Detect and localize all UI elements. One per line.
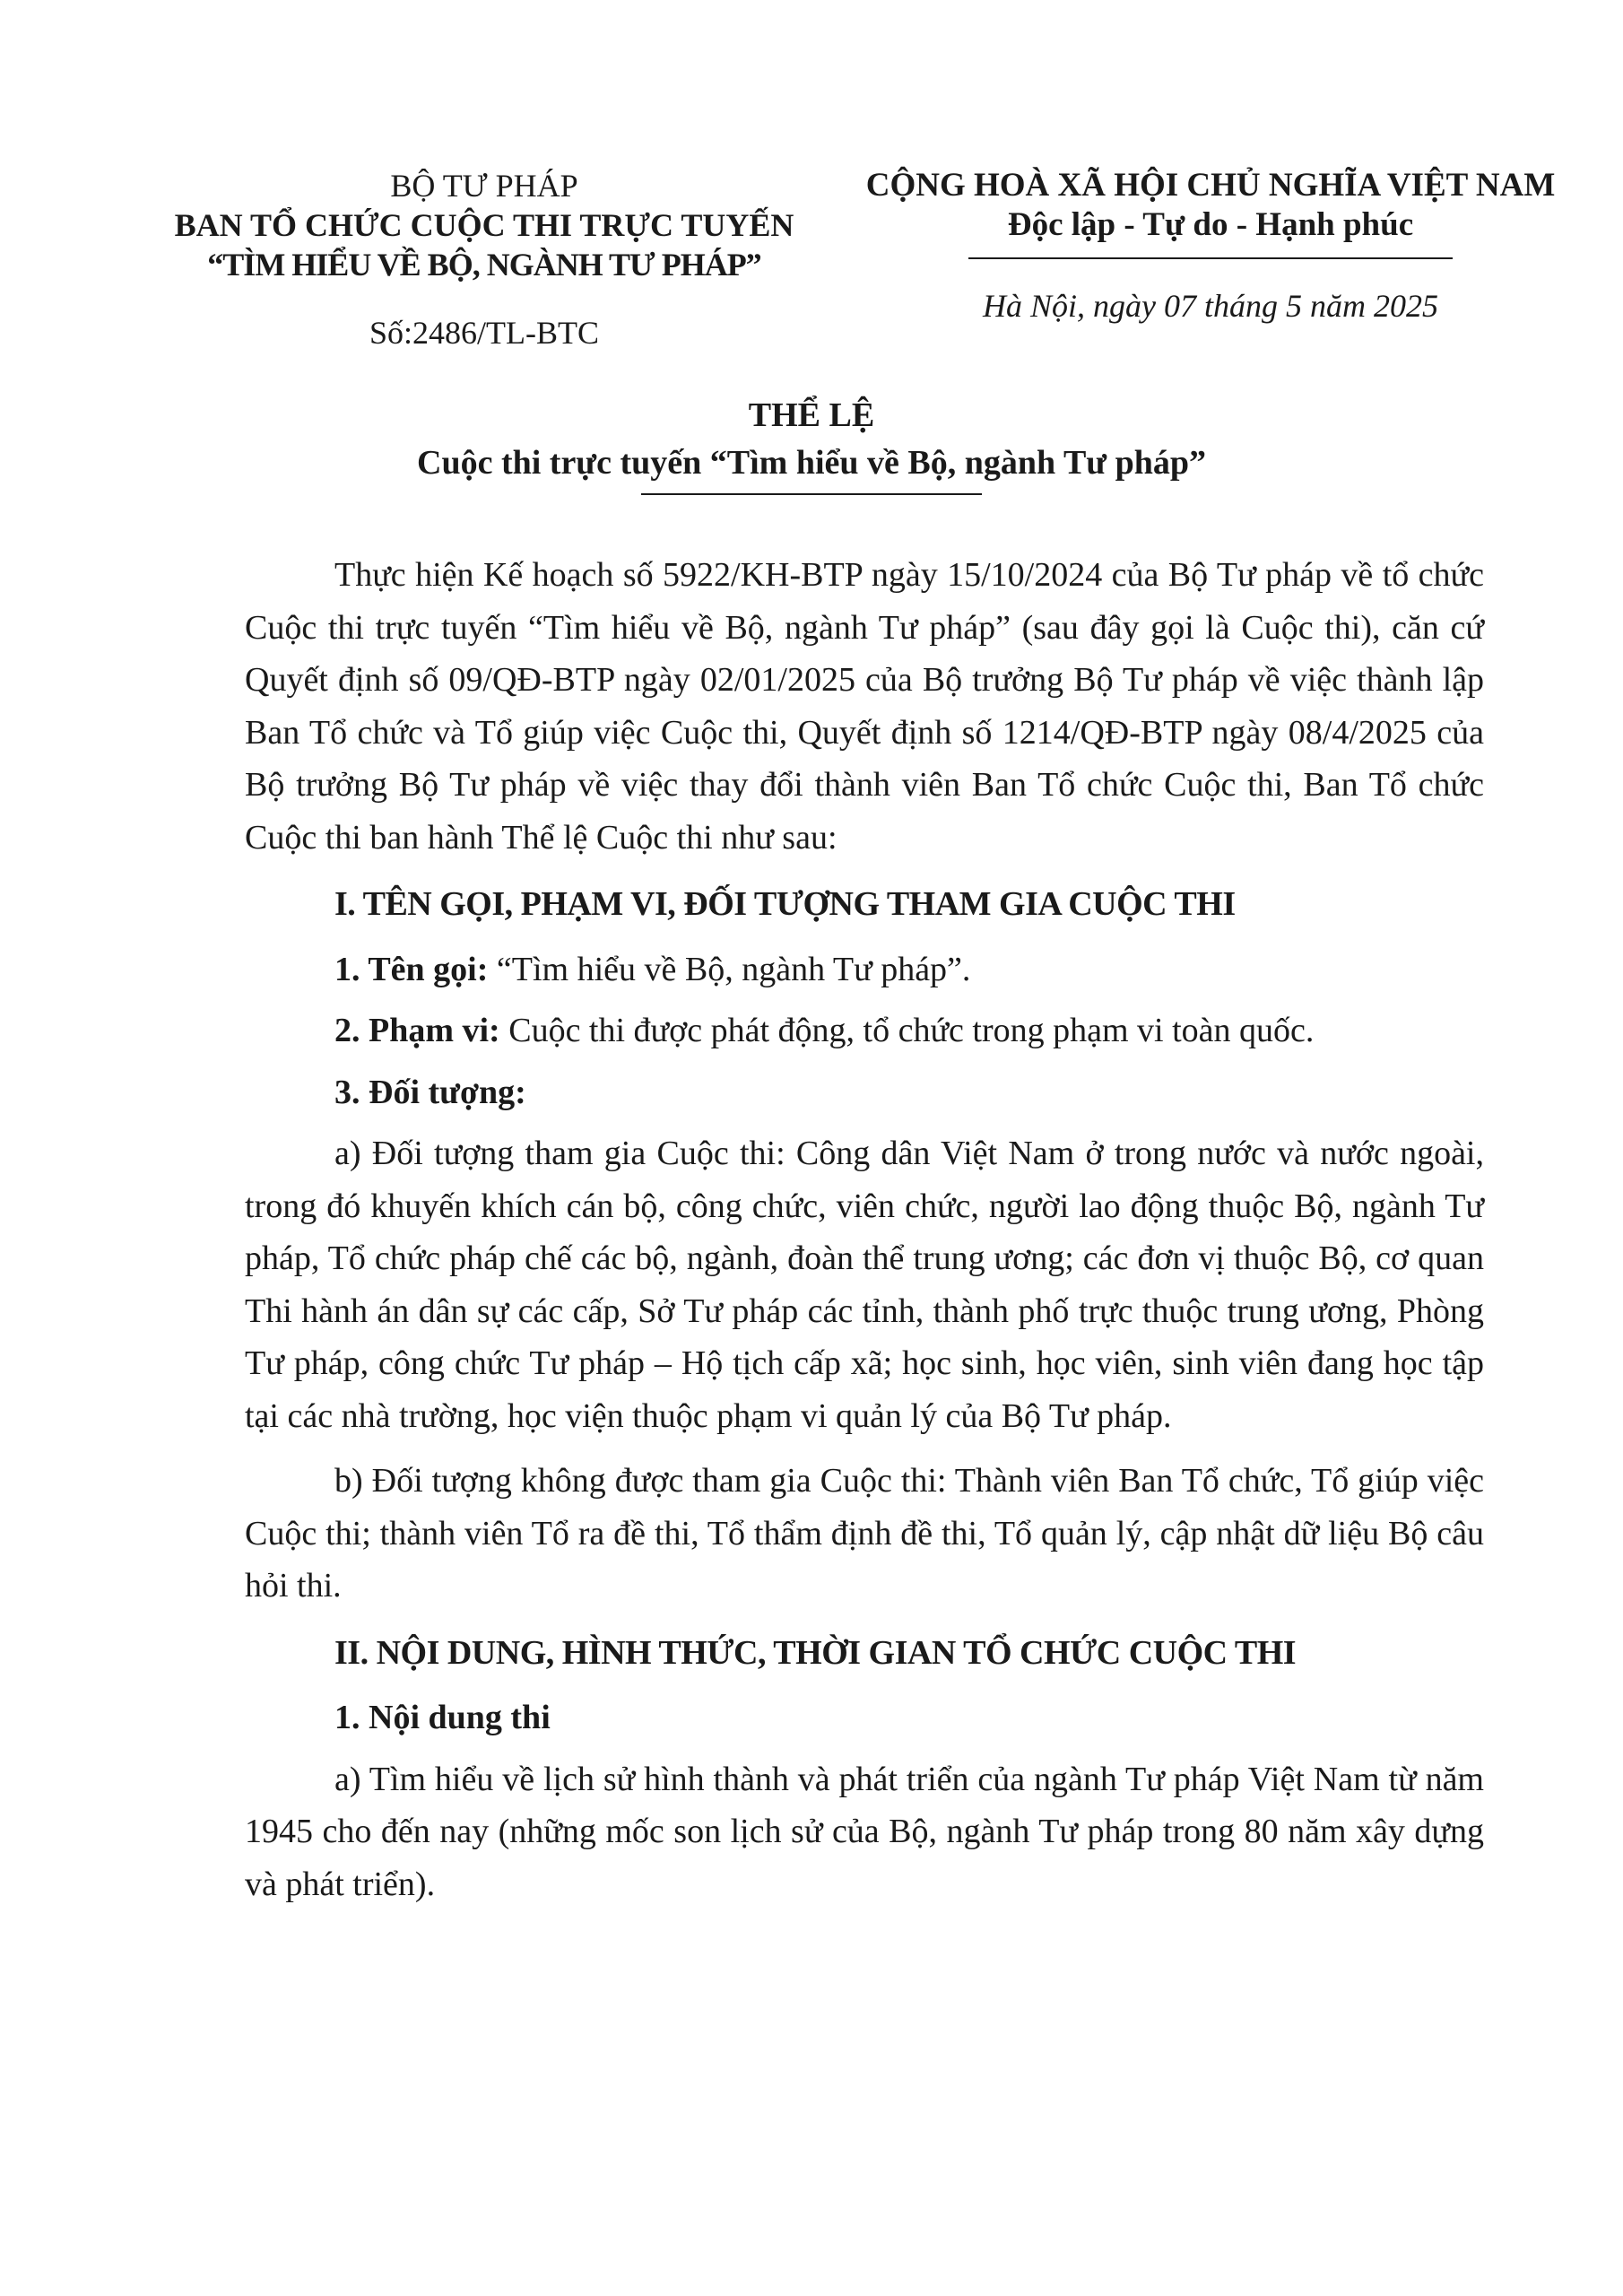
organizing-board-name: BAN TỔ CHỨC CUỘC THI TRỰC TUYẾN bbox=[174, 207, 794, 243]
issuing-agency-block bbox=[135, 166, 834, 352]
item-scope-label: 2. Phạm vi: bbox=[334, 1012, 500, 1049]
item-name-text: “Tìm hiểu về Bộ, ngành Tư pháp”. bbox=[488, 950, 971, 988]
section-heading-1: I. TÊN GỌI, PHẠM VI, ĐỐI TƯỢNG THAM GIA CUỘC THI bbox=[334, 885, 1236, 923]
section-heading-2: II. NỘI DUNG, HÌNH THỨC, THỜI GIAN TỔ CHỨC CUỘC THI bbox=[334, 1633, 1297, 1672]
document-type: THỂ LỆ bbox=[748, 396, 875, 434]
content-a-paragraph: a) Tìm hiểu về lịch sử hình thành và phát triển của ngành Tư pháp Việt Nam từ năm 1945 cho đến nay (những mốc son lịch sử của Bộ, ngành Tư pháp trong 80 năm xây dựng và phát triển). bbox=[245, 1760, 1484, 1903]
nation-name: CỘNG HOÀ XÃ HỘI CHỦ NGHĨA VIỆT NAM bbox=[865, 167, 1556, 204]
item-name-label: 1. Tên gọi: bbox=[334, 950, 489, 988]
item-content bbox=[245, 1692, 1484, 1744]
national-motto: Độc lập - Tự do - Hạnh phúc bbox=[1007, 206, 1414, 243]
place-and-date: Hà Nội, ngày 07 tháng 5 năm 2025 bbox=[983, 288, 1438, 324]
item-name bbox=[245, 944, 1484, 996]
intro-paragraph: Thực hiện Kế hoạch số 5922/KH-BTP ngày 15/10/2024 của Bộ Tư pháp về tổ chức Cuộc thi trực tuyến “Tìm hiểu về Bộ, ngành Tư pháp” (sau đây gọi là Cuộc thi), căn cứ Quyết định số 09/QĐ-BTP ngày 02/01/2025 của Bộ trưởng Bộ Tư pháp về việc thành lập Ban Tổ chức và Tổ giúp việc Cuộc thi, Quyết định số 1214/QĐ-BTP ngày 08/4/2025 của Bộ trưởng Bộ Tư pháp về việc thay đổi thành viên Ban Tổ chức Cuộc thi, Ban Tổ chức Cuộc thi ban hành Thể lệ Cuộc thi như sau: bbox=[245, 556, 1484, 857]
item-subjects bbox=[245, 1066, 1484, 1119]
document-title-block bbox=[0, 393, 1623, 495]
document-subject: Cuộc thi trực tuyến “Tìm hiểu về Bộ, ngành Tư pháp” bbox=[417, 444, 1206, 482]
motto-underline bbox=[968, 257, 1453, 259]
ministry-name: BỘ TƯ PHÁP bbox=[390, 168, 578, 204]
item-content-label: 1. Nội dung thi bbox=[334, 1699, 551, 1736]
item-subjects-label: 3. Đối tượng: bbox=[334, 1073, 526, 1111]
title-underline bbox=[641, 493, 982, 495]
national-header-block bbox=[829, 166, 1592, 326]
contest-name: “TÌM HIỂU VỀ BỘ, NGÀNH TƯ PHÁP” bbox=[207, 247, 761, 283]
document-number: Số:2486/TL-BTC bbox=[369, 315, 599, 351]
subjects-a-paragraph: a) Đối tượng tham gia Cuộc thi: Công dân Việt Nam ở trong nước và nước ngoài, trong đó khuyến khích cán bộ, công chức, viên chức, người lao động thuộc Bộ, ngành Tư pháp, Tổ chức pháp chế các bộ, ngành, đoàn thể trung ương; các đơn vị thuộc Bộ, cơ quan Thi hành án dân sự các cấp, Sở Tư pháp các tỉnh, thành phố trực thuộc trung ương, Phòng Tư pháp, công chức Tư pháp – Hộ tịch cấp xã; học sinh, học viên, sinh viên đang học tập tại các nhà trường, học viện thuộc phạm vi quản lý của Bộ Tư pháp. bbox=[245, 1135, 1484, 1435]
item-scope-text: Cuộc thi được phát động, tổ chức trong phạm vi toàn quốc. bbox=[499, 1012, 1315, 1049]
subjects-b-paragraph: b) Đối tượng không được tham gia Cuộc thi: Thành viên Ban Tổ chức, Tổ giúp việc Cuộc thi; thành viên Tổ ra đề thi, Tổ thẩm định đề thi, Tổ quản lý, cập nhật dữ liệu Bộ câu hỏi thi. bbox=[245, 1462, 1484, 1605]
document-body bbox=[245, 549, 1484, 1923]
item-scope bbox=[245, 1004, 1484, 1057]
